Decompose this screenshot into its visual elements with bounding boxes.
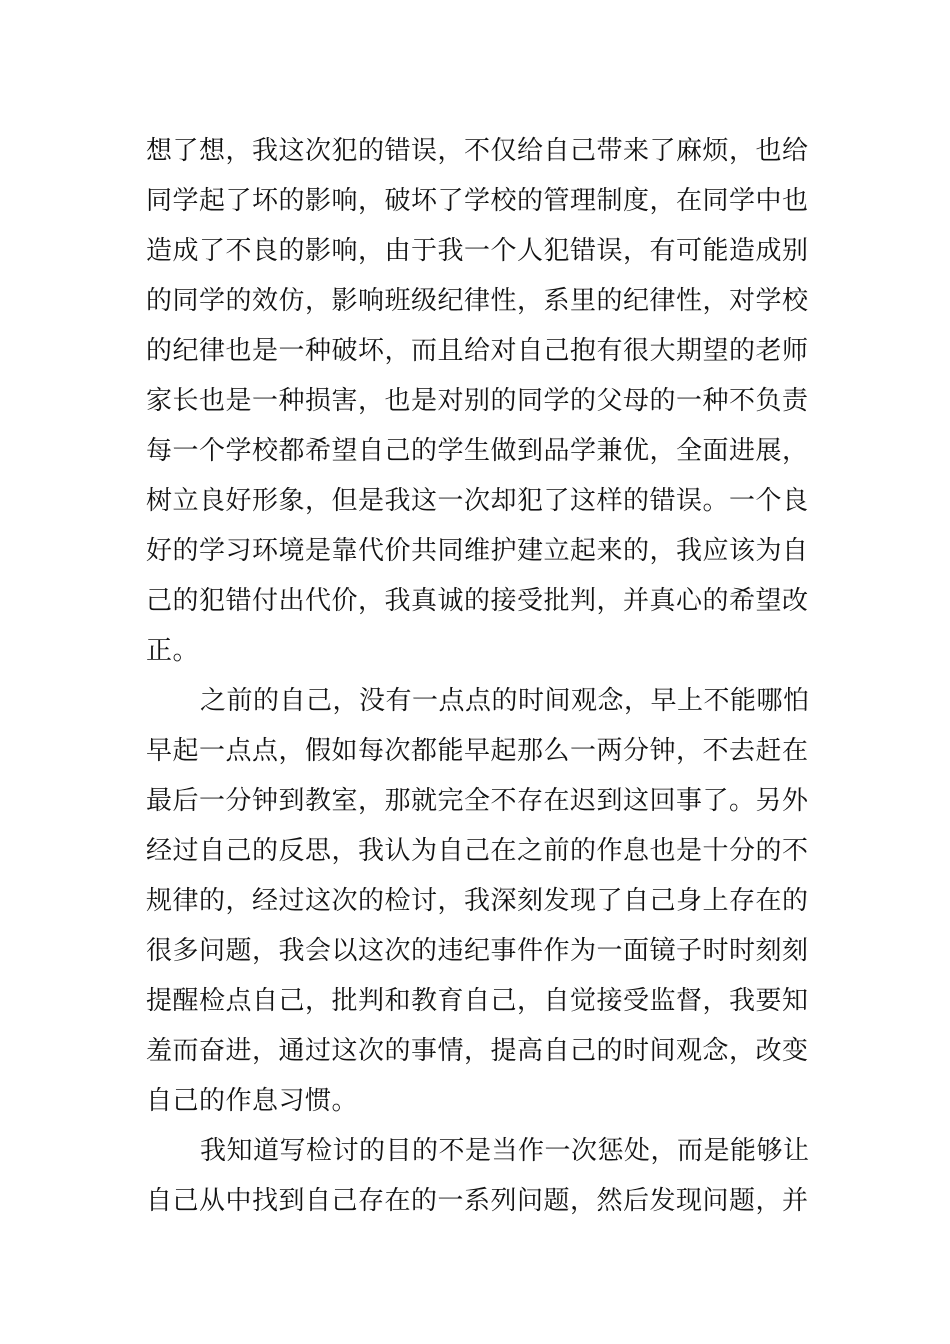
text-line: 很多问题，我会以这次的违纪事件作为一面镜子时时刻刻	[146, 936, 809, 966]
text-line: 造成了不良的影响，由于我一个人犯错误，有可能造成别	[146, 236, 809, 266]
text-line: 树立良好形象，但是我这一次却犯了这样的错误。一个良	[146, 486, 809, 516]
text-line: 同学起了坏的影响，破坏了学校的管理制度，在同学中也	[146, 186, 809, 216]
paragraph-start-line: 我知道写检讨的目的不是当作一次惩处，而是能够让	[200, 1136, 810, 1166]
text-line: 规律的，经过这次的检讨，我深刻发现了自己身上存在的	[146, 886, 809, 916]
text-line: 好的学习环境是靠代价共同维护建立起来的，我应该为自	[146, 536, 809, 566]
text-line: 想了想，我这次犯的错误，不仅给自己带来了麻烦，也给	[146, 136, 809, 166]
document-body	[146, 126, 808, 1226]
text-line: 经过自己的反思，我认为自己在之前的作息也是十分的不	[146, 836, 809, 866]
text-line: 羞而奋进，通过这次的事情，提高自己的时间观念，改变	[146, 1036, 809, 1066]
text-line: 的同学的效仿，影响班级纪律性，系里的纪律性，对学校	[146, 286, 809, 316]
text-line: 正。	[146, 636, 200, 666]
text-line: 提醒检点自己，批判和教育自己，自觉接受监督，我要知	[146, 986, 809, 1016]
text-line: 的纪律也是一种破坏，而且给对自己抱有很大期望的老师	[146, 336, 809, 366]
paragraph-start-line: 之前的自己，没有一点点的时间观念，早上不能哪怕	[200, 686, 810, 716]
text-line: 家长也是一种损害，也是对别的同学的父母的一种不负责	[146, 386, 809, 416]
text-line: 己的犯错付出代价，我真诚的接受批判，并真心的希望改	[146, 586, 809, 616]
text-line: 每一个学校都希望自己的学生做到品学兼优，全面进展，	[146, 436, 809, 466]
text-line: 自己的作息习惯。	[146, 1086, 359, 1116]
text-line: 自己从中找到自己存在的一系列问题，然后发现问题，并	[146, 1186, 809, 1216]
text-line: 最后一分钟到教室，那就完全不存在迟到这回事了。另外	[146, 786, 809, 816]
text-line: 早起一点点，假如每次都能早起那么一两分钟，不去赶在	[146, 736, 809, 766]
